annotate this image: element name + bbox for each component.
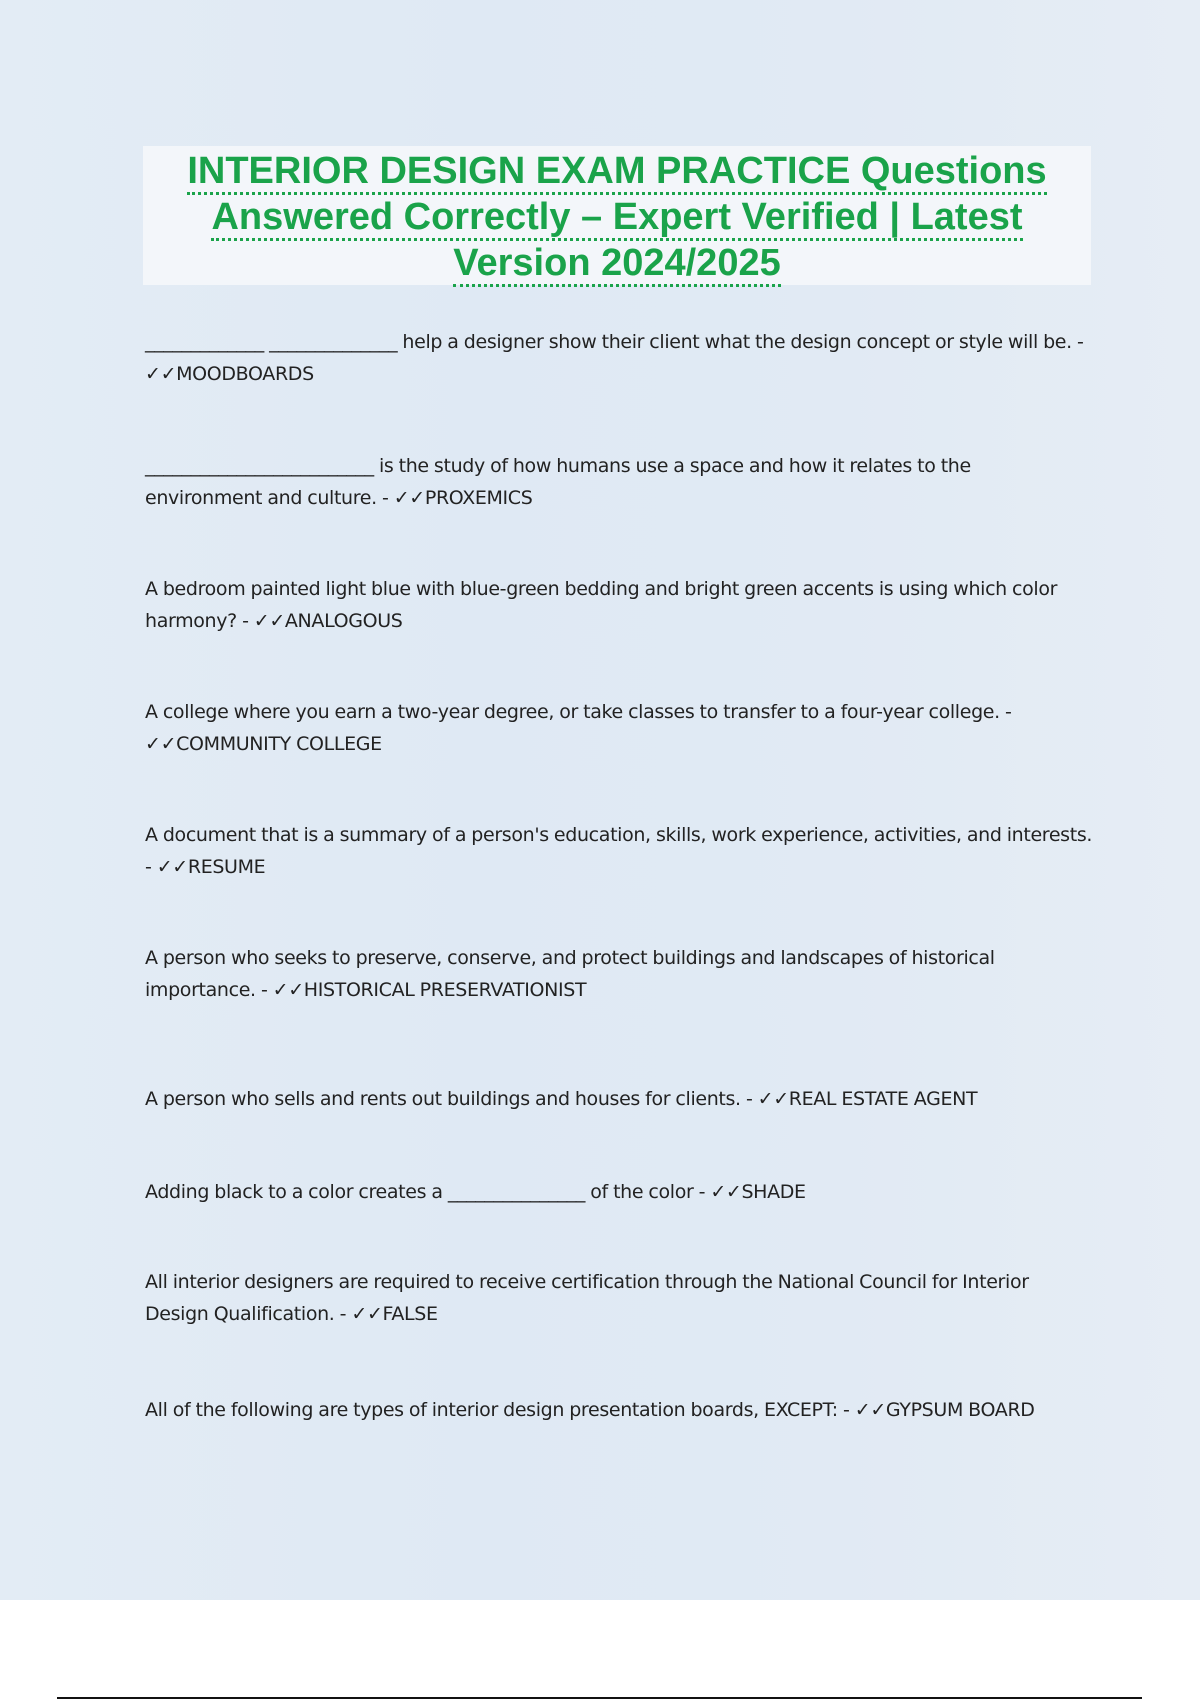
answer-text: RESUME (187, 856, 266, 878)
list-item (145, 450, 1090, 514)
list-item (145, 1083, 1090, 1115)
check-mark-icon: ✓✓ (145, 733, 177, 755)
question-text: All interior designers are required to receive certification through the National Council for Interior Design Qualification. - (145, 1271, 1029, 1325)
check-mark-icon: ✓✓ (253, 610, 285, 632)
check-mark-icon: ✓✓ (393, 487, 425, 509)
answer-text: FALSE (382, 1303, 438, 1325)
question-text: A person who sells and rents out buildings and houses for clients. - (145, 1088, 758, 1110)
list-item (145, 326, 1090, 390)
footer-divider (57, 1697, 1142, 1699)
answer-text: ANALOGOUS (284, 610, 403, 632)
check-mark-icon: ✓✓ (156, 856, 188, 878)
answer-text: MOODBOARDS (176, 363, 314, 385)
question-text: All of the following are types of interior design presentation boards, EXCEPT: - (145, 1399, 855, 1421)
list-item (145, 573, 1090, 637)
document-title (143, 148, 1091, 286)
answer-text: PROXEMICS (424, 487, 533, 509)
check-mark-icon: ✓✓ (145, 363, 177, 385)
question-text: _____________ ______________ help a designer show their client what the design concept or style will be. - (145, 331, 1084, 353)
answer-text: HISTORICAL PRESERVATIONIST (303, 979, 587, 1001)
list-item (145, 1266, 1090, 1330)
list-item (145, 1394, 1100, 1426)
question-text: A document that is a summary of a person's education, skills, work experience, activities, and interests. - (145, 824, 1092, 878)
title-line: INTERIOR DESIGN EXAM PRACTICE Questions (187, 150, 1046, 195)
list-item (145, 1176, 1090, 1208)
document-title-box (143, 146, 1091, 285)
check-mark-icon: ✓✓ (351, 1303, 383, 1325)
answer-text: SHADE (741, 1181, 806, 1203)
list-item (145, 942, 1090, 1006)
check-mark-icon: ✓✓ (854, 1399, 886, 1421)
question-text: Adding black to a color creates a _______________ of the color - (145, 1181, 710, 1203)
question-text: _________________________ is the study of how humans use a space and how it relates to the environment and culture. - (145, 455, 971, 509)
list-item (145, 696, 1090, 760)
title-line: Answered Correctly – Expert Verified | Latest (211, 196, 1022, 241)
question-text: A bedroom painted light blue with blue-green bedding and bright green accents is using which color harmony? - (145, 578, 1057, 632)
list-item (145, 819, 1100, 883)
check-mark-icon: ✓✓ (757, 1088, 789, 1110)
answer-text: COMMUNITY COLLEGE (176, 733, 382, 755)
question-text: A person who seeks to preserve, conserve, and protect buildings and landscapes of historical importance. - (145, 947, 995, 1001)
question-text: A college where you earn a two-year degree, or take classes to transfer to a four-year college. - (145, 701, 1012, 723)
answer-text: GYPSUM BOARD (885, 1399, 1035, 1421)
title-line: Version 2024/2025 (453, 242, 780, 287)
check-mark-icon: ✓✓ (272, 979, 304, 1001)
check-mark-icon: ✓✓ (710, 1181, 742, 1203)
answer-text: REAL ESTATE AGENT (788, 1088, 978, 1110)
